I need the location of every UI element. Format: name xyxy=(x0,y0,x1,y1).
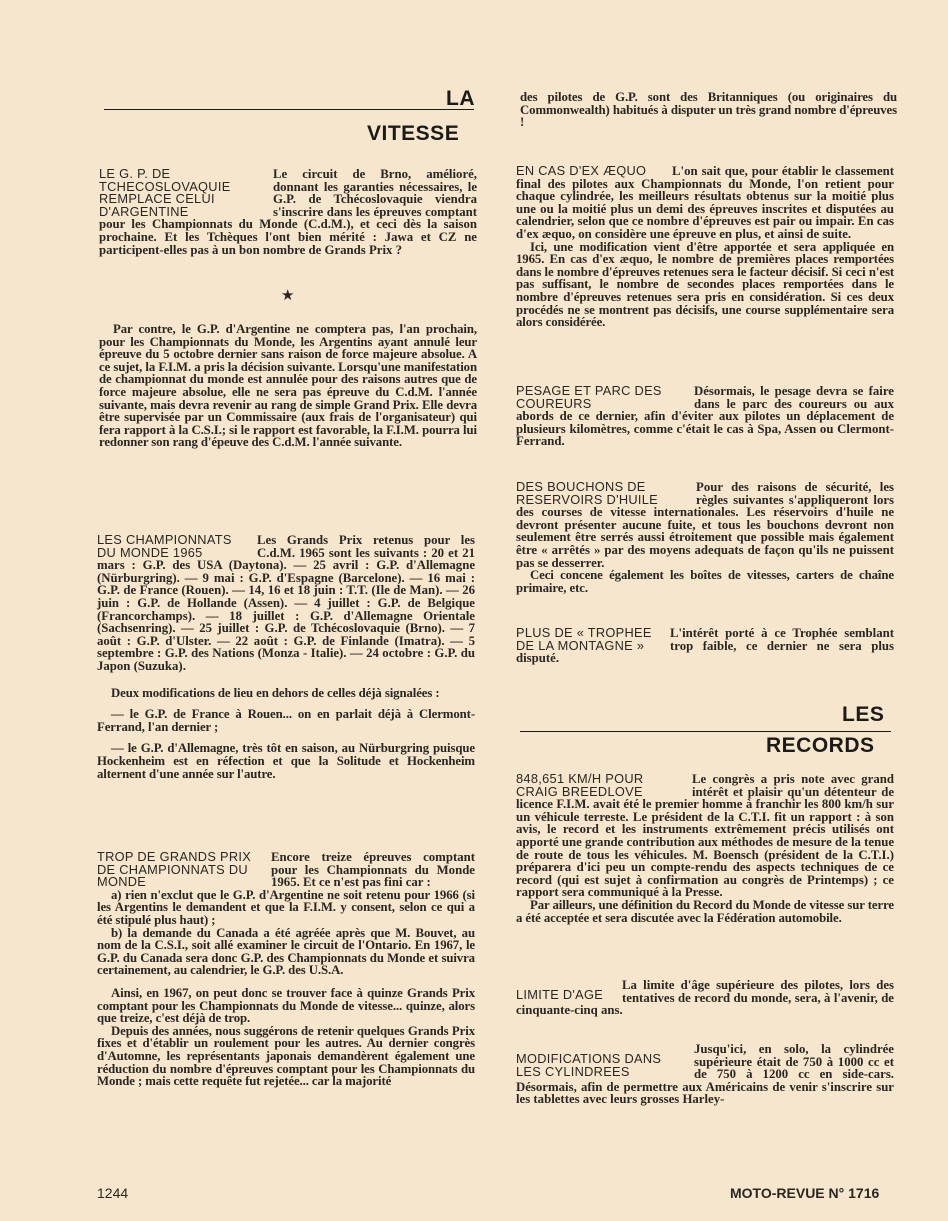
article-label: TROP DE GRANDS PRIX DE CHAMPIONNATS DU MONDE xyxy=(97,849,252,890)
page-number: 1244 xyxy=(97,1185,129,1201)
article-label: MODIFICATIONS DANS LES CYLINDREES xyxy=(516,1051,662,1079)
section-title-la: LA xyxy=(446,87,475,110)
article-paragraph: Par ailleurs, une définition du Record du Monde de vitesse sur terre a été acceptée et sera discutée avec la Fédération automobile. xyxy=(516,897,894,925)
article-cylindrees xyxy=(516,1043,894,1106)
article-label: PESAGE ET PARC DES COUREURS xyxy=(516,383,662,411)
article-breedlove xyxy=(516,773,894,924)
article-argentine xyxy=(99,323,477,449)
article-label: PLUS DE « TROPHEE DE LA MONTAGNE » xyxy=(516,625,652,653)
article-paragraph: Ainsi, en 1967, on peut donc se trouver face à quinze Grands Prix comptant pour les Championnats du Monde de vitesse... quinze, alors que treize, c'est déjà de trop. xyxy=(97,985,475,1026)
article-paragraph: Depuis des années, nous suggérons de retenir quelques Grands Prix fixes et d'établir un roulement pour les autres. Au dernier congrès d'Automne, les représentants japonais demandèrent également une réduction du nombre d'épreuves comptant pour les Championnats du Monde ; mais cette requête fut rejetée... car la majorité xyxy=(97,1023,475,1089)
article-label: LIMITE D'AGE xyxy=(516,987,604,1002)
article-text: Encore treize épreuves comptant pour les Championnats du Monde 1965. Et ce n'est pas fini car : xyxy=(271,850,475,890)
article-label: DES BOUCHONS DE RESERVOIRS D'HUILE xyxy=(516,479,659,507)
article-text: Le circuit de Brno, amélioré, donnant les garanties nécessaires, le G.P. de Tchécoslovaquie viendra s'inscrire dans les épreuves comptant pour les Championnats du Monde (C.d.M.), et ceci dès la saison prochaine. Et les Tchèques l'ont bien mérité : Jawa et CZ ne participent-elles pas à un bon nombre de Grands Prix ? xyxy=(99,167,477,257)
article-label: EN CAS D'EX ÆQUO xyxy=(516,163,647,178)
article-label: LES CHAMPIONNATS DU MONDE 1965 xyxy=(97,532,232,560)
article-text: Désormais, le pesage devra se faire dans le parc des coureurs ou aux abords de ce dernier, afin d'éviter aux pilotes un déplacement de plusieurs kilomètres, comme c'était le cas à Spa, Assen ou Clermont-Ferrand. xyxy=(516,384,894,449)
article-bouchons xyxy=(516,481,894,594)
article-paragraph: — le G.P. de France à Rouen... on en parlait déjà à Clermont-Ferrand, l'an dernier ; xyxy=(97,707,475,734)
article-pesage xyxy=(516,385,894,448)
article-trophee xyxy=(516,627,894,665)
article-championnats-1965 xyxy=(97,534,475,780)
article-paragraph: Deux modifications de lieu en dehors de celles déjà signalées : xyxy=(111,685,440,700)
star-separator: ★ xyxy=(281,288,295,304)
section-title-vitesse: VITESSE xyxy=(367,122,460,145)
article-paragraph: — le G.P. d'Allemagne, très tôt en saison, au Nürburgring puisque Hockenheim est en réfection et que la Solitude et Hockenheim alternent d'une année sur l'autre. xyxy=(97,741,475,781)
article-text: des pilotes de G.P. sont des Britanniques (ou originaires du Commonwealth) habitués à disputer un très grand nombre d'épreuves ! xyxy=(520,90,897,130)
header-rule xyxy=(104,109,474,110)
article-text: Par contre, le G.P. d'Argentine ne comptera pas, l'an prochain, pour les Championnats du Monde, les Argentins ayant annulé leur épreuve du 5 octobre dernier sans raison de force majeure absolue. A ce sujet, la F.I.M. a pris la décision suivante. Lorsqu'une manifestation de championnat du monde est annulée pour des raisons autres que de force majeure absolue, elle ne sera pas épreuve du C.d.M. l'année suivante, mais devra revenir au rang de simple Grand Prix. Elle devra être supervisée par un Commissaire (aux frais de l'organisateur) qui fera rapport à la C.S.I.; si le rapport est favorable, la F.I.M. pourra lui redonner son rang d'épeuve des C.d.M. l'année suivante. xyxy=(99,322,477,450)
article-text: Les Grands Prix retenus pour les C.d.M. 1965 sont les suivants : 20 et 21 mars : G.P. des USA (Daytona). — 25 avril : G.P. d'Allemagne (Nürburgring). — 9 mai : G.P. d'Espagne (Barcelone). — 16 mai : G.P. de France (Rouen). — 14, 16 et 18 juin : T.T. (Ile de Man). — 26 juin : G.P. de Hollande (Assen). — 4 juillet : G.P. de Belgique (Francorchamps). — 18 juillet : G.P. d'Allemagne Orientale (Sachsenring). — 25 juillet : G.P. de Tchécoslovaquie (Brno). — 7 août : G.P. d'Ulster. — 22 août : G.P. de Finlande (Imatra). — 5 septembre : G.P. des Nations (Monza - Italie). — 24 octobre : G.P. du Japon (Suzuka). xyxy=(97,533,475,673)
article-gp-tchecoslovaquie xyxy=(99,168,477,256)
magazine-footer: MOTO-REVUE N° 1716 xyxy=(730,1185,880,1201)
article-paragraph: Ici, une modification vient d'être apportée et sera appliquée en 1965. En cas d'ex æquo, le nombre de premières places remportées dans le nombre d'épreuves retenues sera le facteur décisif. Si ceci n'est pas suffisant, le nombre de secondes places remportées dans le nombre d'épreuves retenues sera pris en considération. Si ces deux procédés ne se montrent pas décisifs, une course supplémentaire sera alors considérée. xyxy=(516,239,894,330)
article-text: Le congrès a pris note avec grand intérêt et plaisir qu'un détenteur de licence F.I.M. avait été le premier homme à franchir les 800 km/h sur un véhicule terreste. Le président de la C.T.I. fit un rapport : à son avis, le record et les instruments extrêmement précis utilisés ont apporté une grande contribution aux méthodes de mesure de la tenue de route de tous les véhicules. M. Boensch (président de la C.T.I.) préparera d'ici peu un compte-rendu des aspects techniques de ce record (qui est sujet à confirmation au congrès de Printemps) ; ce rapport sera communiqué à la Presse. xyxy=(516,772,894,900)
article-trop-gp xyxy=(97,851,475,1088)
article-text: Pour des raisons de sécurité, les règles suivantes s'appliqueront lors des courses de vitesse internationales. Les réservoirs d'huile ne devront présenter aucune fuite, et tous les bouchons devront non seulement être serrés aussi étroitement que possible mais également être « arrêtés » par des moyens adequats de façon qu'ils ne puissent pas se desserrer. xyxy=(516,480,894,570)
article-paragraph: Ceci concene également les boîtes de vitesses, carters de chaîne primaire, etc. xyxy=(516,568,894,595)
section-title-records: RECORDS xyxy=(766,734,875,757)
article-label: LE G. P. DE TCHECOSLOVAQUIE REMPLACE CELUI D'ARGENTINE xyxy=(99,166,231,219)
article-continuation xyxy=(520,91,897,129)
article-ex-aequo xyxy=(516,165,894,329)
section-title-les: LES xyxy=(842,703,885,726)
article-paragraph: a) rien n'exclut que le G.P. d'Argentine ne soit retenu pour 1966 (si les Argentins le demandent et que la F.I.M. y consent, selon ce qui a été stipulé plus haut) ; xyxy=(97,887,475,927)
article-paragraph: b) la demande du Canada a été agréée après que M. Bouvet, au nom de la C.S.I., soit allé examiner le circuit de l'Ontario. En 1967, le G.P. du Canada sera donc G.P. des Championnats du Monde et suivra certainement, au calendrier, le G.P. des U.S.A. xyxy=(97,925,475,978)
article-text: L'intérêt porté à ce Trophée semblant trop faible, ce dernier ne sera plus disputé. xyxy=(516,626,894,666)
article-text: Jusqu'ici, en solo, la cylindrée supérieure était de 750 à 1000 cc et de 750 à 1200 cc en side-cars. Désormais, afin de permettre aux Américains de venir s'inscrire sur les tablettes avec leurs grosses Harley- xyxy=(516,1042,894,1107)
article-limite-age xyxy=(516,979,894,1017)
article-text: La limite d'âge supérieure des pilotes, lors des tentatives de record du monde, sera, à l'avenir, de cinquante-cinq ans. xyxy=(516,978,894,1018)
article-label: 848,651 KM/H POUR CRAIG BREEDLOVE xyxy=(516,771,644,799)
header-rule xyxy=(520,731,891,732)
article-text: L'on sait que, pour établir le classement final des pilotes aux Championnats du Monde, l'on retient pour chaque cylindrée, les meilleurs résultats obtenus sur la moitié plus une ou la moitié plus un demi des épreuves inscrites et disputées au calendrier, selon que ce nombre d'épreuves est pair ou impair. En cas d'ex æquo, on considère une épreuve en plus, et ainsi de suite. xyxy=(516,164,894,241)
